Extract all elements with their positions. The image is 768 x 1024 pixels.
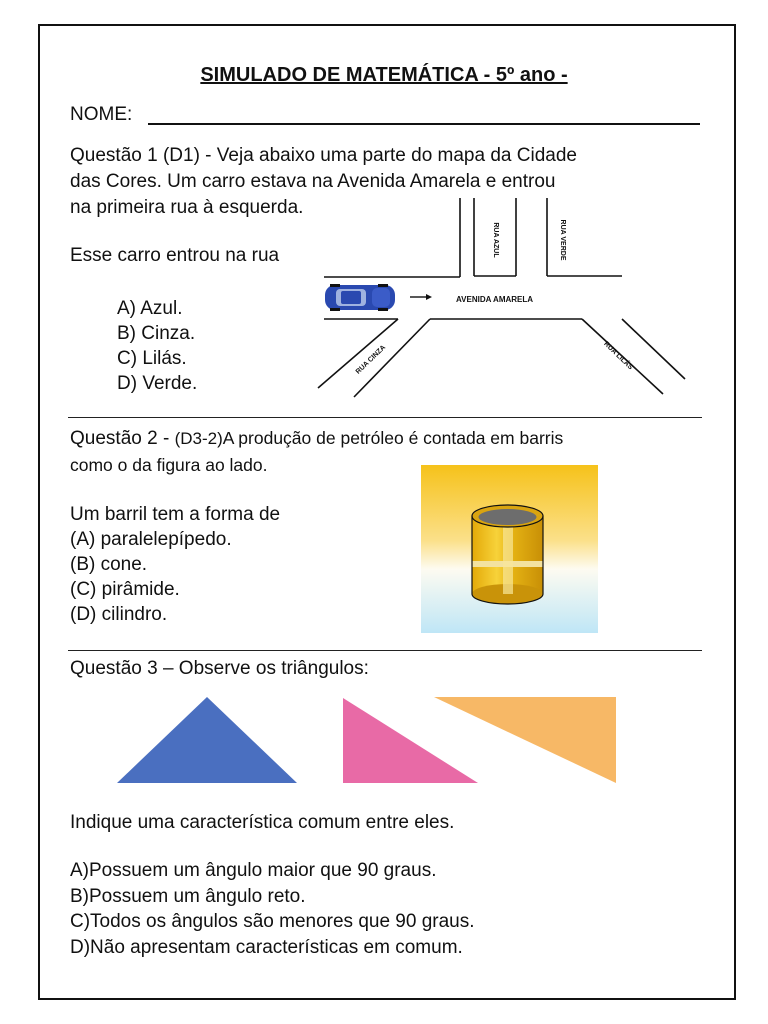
q1-option-c[interactable]: C) Lilás.	[117, 348, 187, 369]
divider-1	[68, 417, 702, 418]
q2-option-a[interactable]: (A) paralelepípedo.	[70, 529, 232, 550]
q1-option-a[interactable]: A) Azul.	[117, 298, 183, 319]
q3-option-a[interactable]: A)Possuem um ângulo maior que 90 graus.	[70, 860, 437, 881]
street-label-verde: RUA VERDE	[559, 219, 566, 261]
q2-label: Questão 2 -	[70, 428, 175, 449]
q3-option-b[interactable]: B)Possuem um ângulo reto.	[70, 886, 306, 907]
q2-prompt: Um barril tem a forma de	[70, 504, 281, 525]
q2-text: A produção de petróleo é contada em barris	[222, 428, 564, 448]
q1-prompt: Esse carro entrou na rua	[70, 245, 280, 266]
pink-triangle	[343, 698, 478, 783]
q3-option-d[interactable]: D)Não apresentam características em comum.	[70, 937, 463, 958]
q2-statement-line-2: como o da figura ao lado.	[70, 455, 268, 475]
q2-option-d[interactable]: (D) cilindro.	[70, 604, 168, 625]
q1-statement-line-1: Questão 1 (D1) - Veja abaixo uma parte do mapa da Cidade	[70, 145, 577, 166]
q3-statement: Questão 3 – Observe os triângulos:	[70, 658, 369, 679]
cylinder-icon	[472, 505, 543, 604]
street-label-cinza: RUA CINZA	[354, 344, 388, 376]
q1-statement-line-3: na primeira rua à esquerda.	[70, 197, 304, 218]
barrel-image	[421, 465, 598, 633]
avenue-label: AVENIDA AMARELA	[456, 295, 534, 304]
q2-code: (D3-2)	[174, 429, 223, 448]
q1-option-d[interactable]: D) Verde.	[117, 373, 198, 394]
blue-triangle	[117, 697, 297, 783]
car-icon	[325, 284, 395, 311]
triangles-figure	[0, 690, 768, 790]
divider-2	[68, 650, 702, 651]
name-label: NOME:	[70, 104, 133, 125]
q1-option-b[interactable]: B) Cinza.	[117, 323, 196, 344]
street-label-azul: RUA AZUL	[492, 222, 499, 258]
q2-statement-line-1	[70, 425, 563, 452]
city-map	[0, 0, 768, 420]
q2-option-b[interactable]: (B) cone.	[70, 554, 148, 575]
street-label-lilas: RUA LILÁS	[602, 340, 634, 372]
q3-prompt: Indique uma característica comum entre eles.	[70, 812, 455, 833]
orange-triangle	[434, 697, 616, 783]
page-title: SIMULADO DE MATEMÁTICA - 5º ano -	[200, 64, 568, 86]
q1-statement-line-2: das Cores. Um carro estava na Avenida Amarela e entrou	[70, 171, 556, 192]
q2-option-c[interactable]: (C) pirâmide.	[70, 579, 180, 600]
direction-arrow-icon	[410, 294, 432, 300]
q3-option-c[interactable]: C)Todos os ângulos são menores que 90 graus.	[70, 911, 475, 932]
